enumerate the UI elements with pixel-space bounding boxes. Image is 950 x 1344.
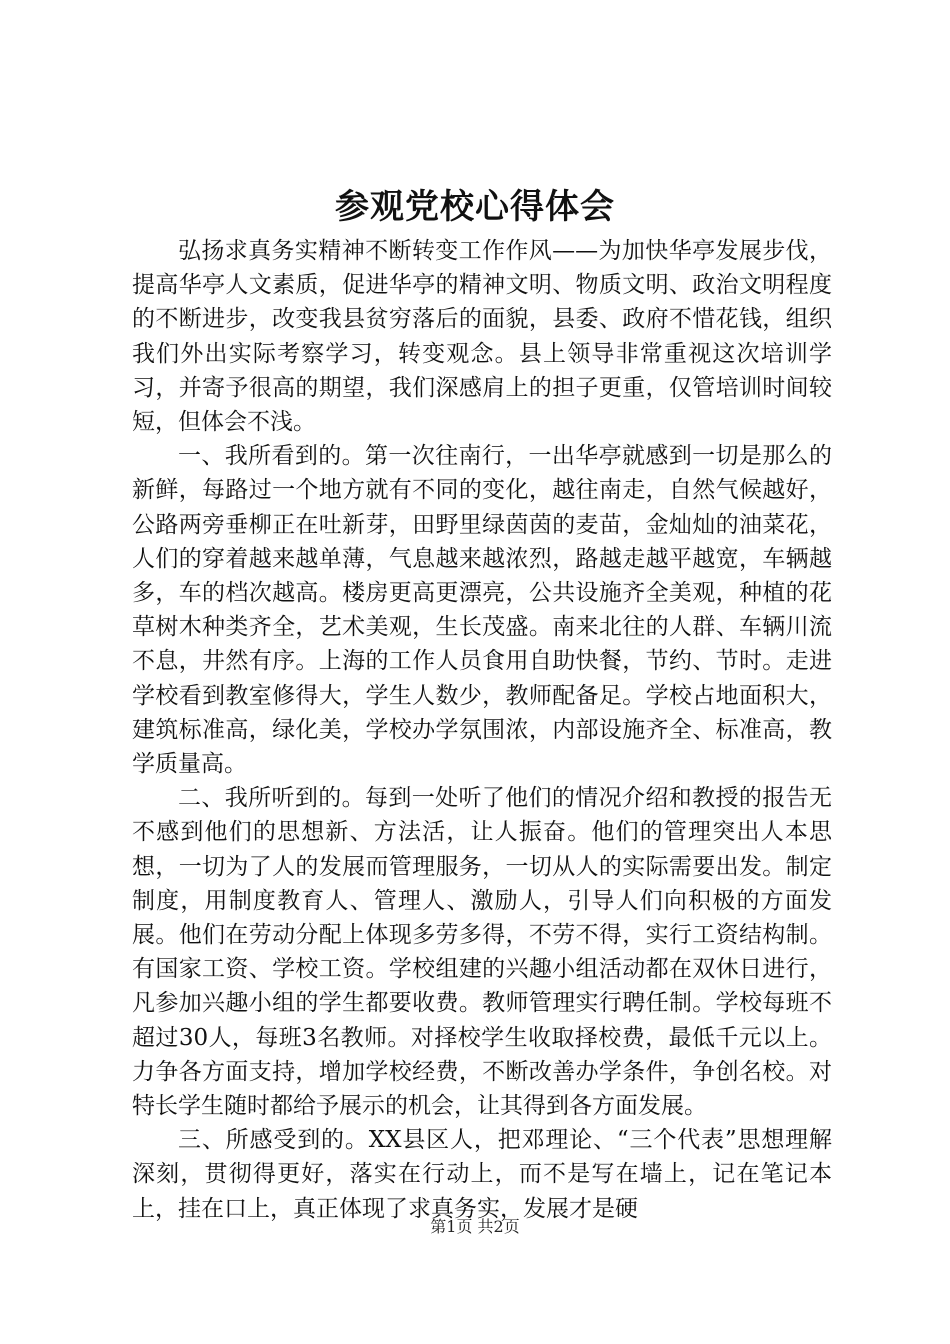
document-body [132,234,832,1226]
paragraph-heard: 二、我所听到的。每到一处听了他们的情况介绍和教授的报告无不感到他们的思想新、方法活，让人振奋。他们的管理突出人本思想，一切为了人的发展而管理服务，一切从人的实际需要出发。制定制度，用制度教育人、管理人、激励人，引导人们向积极的方面发展。他们在劳动分配上体现多劳多得，不劳不得，实行工资结构制。有国家工资、学校工资。学校组建的兴趣小组活动都在双休日进行，凡参加兴趣小组的学生都要收费。教师管理实行聘任制。学校每班不超过30人，每班3名教师。对择校学生收取择校费，最低千元以上。力争各方面支持，增加学校经费，不断改善办学条件，争创名校。对特长学生随时都给予展示的机会，让其得到各方面发展。 [132,785,832,1120]
document-title: 参观党校心得体会 [335,187,615,227]
paragraph-felt: 三、所感受到的。XX县区人，把邓理论、“三个代表”思想理解深刻，贯彻得更好，落实在行动上，而不是写在墙上，记在笔记本上，挂在口上，真正体现了求真务实，发展才是硬 [132,1127,832,1222]
paragraph-intro: 弘扬求真务实精神不断转变工作作风——为加快华亭发展步伐，提高华亭人文素质，促进华亭的精神文明、物质文明、政治文明程度的不断进步，改变我县贫穷落后的面貌，县委、政府不惜花钱，组织我们外出实际考察学习，转变观念。县上领导非常重视这次培训学习，并寄予很高的期望，我们深感肩上的担子更重，仅管培训时间较短，但体会不浅。 [132,238,832,436]
paragraph-seen: 一、我所看到的。第一次往南行，一出华亭就感到一切是那么的新鲜，每路过一个地方就有不同的变化，越往南走，自然气候越好，公路两旁垂柳正在吐新芽，田野里绿茵茵的麦苗，金灿灿的油菜花，人们的穿着越来越单薄，气息越来越浓烈，路越走越平越宽，车辆越多，车的档次越高。楼房更高更漂亮，公共设施齐全美观，种植的花草树木种类齐全，艺术美观，生长茂盛。南来北往的人群、车辆川流不息，井然有序。上海的工作人员食用自助快餐，节约、节时。走进学校看到教室修得大，学生人数少，教师配备足。学校占地面积大，建筑标准高，绿化美，学校办学氛围浓，内部设施齐全、标准高，教学质量高。 [132,443,832,778]
page-footer: 第1页 共2页 [430,1217,520,1236]
